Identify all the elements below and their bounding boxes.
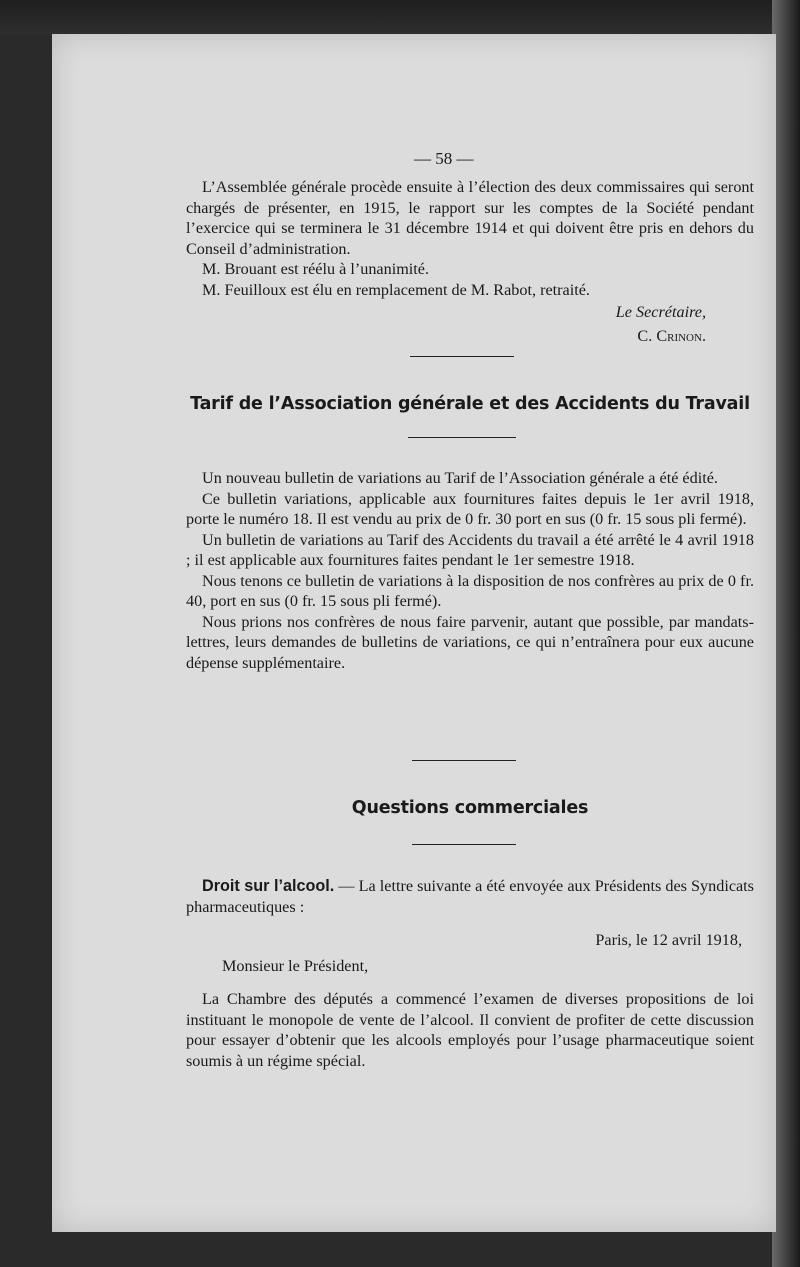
alcohol-intro — [186, 876, 754, 917]
section-divider — [410, 356, 514, 357]
questions-heading: Questions commerciales — [351, 798, 589, 818]
scan-border-right — [772, 0, 800, 1267]
tarif-heading: Tarif de l’Association générale et des Accidents du Travail — [190, 394, 750, 414]
assembly-minutes — [186, 177, 754, 300]
election-paragraph: L’Assemblée générale procède ensuite à l’élection des deux commissaires qui seront chargés de présenter, en 1915, le rapport sur les comptes de la Société pendant l’exercice qui se terminera le 31 décembre 1914 et qui doivent être pris en dehors du Conseil d’administration. — [186, 178, 754, 258]
alcohol-section — [186, 876, 754, 917]
signature-name: C. Crinon. — [637, 327, 706, 345]
letter-body-block — [186, 989, 754, 1071]
alcohol-intro-text: — La lettre suivante a été envoyée aux Présidents des Syndicats pharmaceutiques : — [186, 877, 754, 916]
heading-underline — [408, 437, 516, 438]
section-divider — [412, 760, 516, 761]
scan-border-top — [0, 0, 800, 34]
alcohol-subheading: Droit sur l’alcool. — [202, 877, 335, 895]
tarif-paragraph-2: Ce bulletin variations, applicable aux fournitures faites depuis le 1er avril 1918, porte le numéro 18. Il est vendu au prix de 0 fr. 30 port en sus (0 fr. 15 sous pli fermé). — [186, 489, 754, 528]
brouant-paragraph: M. Brouant est réélu à l’unanimité. — [202, 260, 430, 278]
letter-salutation: Monsieur le Président, — [222, 957, 369, 975]
feuilloux-paragraph: M. Feuilloux est élu en remplacement de M. Rabot, retraité. — [202, 280, 590, 299]
signature-title: Le Secrétaire, — [615, 303, 706, 321]
tarif-paragraph-3: Un bulletin de variations au Tarif des Accidents du travail a été arrêté le 4 avril 1918 ; il est applicable aux fournitures faites pendant le 1er semestre 1918. — [186, 530, 754, 569]
letter-dateline: Paris, le 12 avril 1918, — [595, 931, 742, 949]
tarif-section-body — [186, 468, 754, 673]
tarif-paragraph-5: Nous prions nos confrères de nous faire parvenir, autant que possible, par mandats-lettres, leurs demandes de bulletins de variations, ce qui n’entraînera pour eux aucune dépense supplémentaire. — [186, 612, 754, 672]
letter-body: La Chambre des députés a commencé l’examen de diverses propositions de loi instituant le monopole de vente de l’alcool. Il convient de profiter de cette discussion pour essayer d’obtenir que les alcools employés pour l’usage pharmaceutique soient soumis à un régime spécial. — [186, 990, 754, 1070]
tarif-paragraph-1: Un nouveau bulletin de variations au Tarif de l’Association générale a été édité. — [202, 469, 718, 487]
page-number: — 58 — — [414, 149, 474, 168]
tarif-paragraph-4: Nous tenons ce bulletin de variations à la disposition de nos confrères au prix de 0 fr. 40, port en sus (0 fr. 15 sous pli fermé). — [186, 571, 754, 610]
heading-underline — [412, 844, 516, 845]
document-page — [52, 34, 776, 1232]
